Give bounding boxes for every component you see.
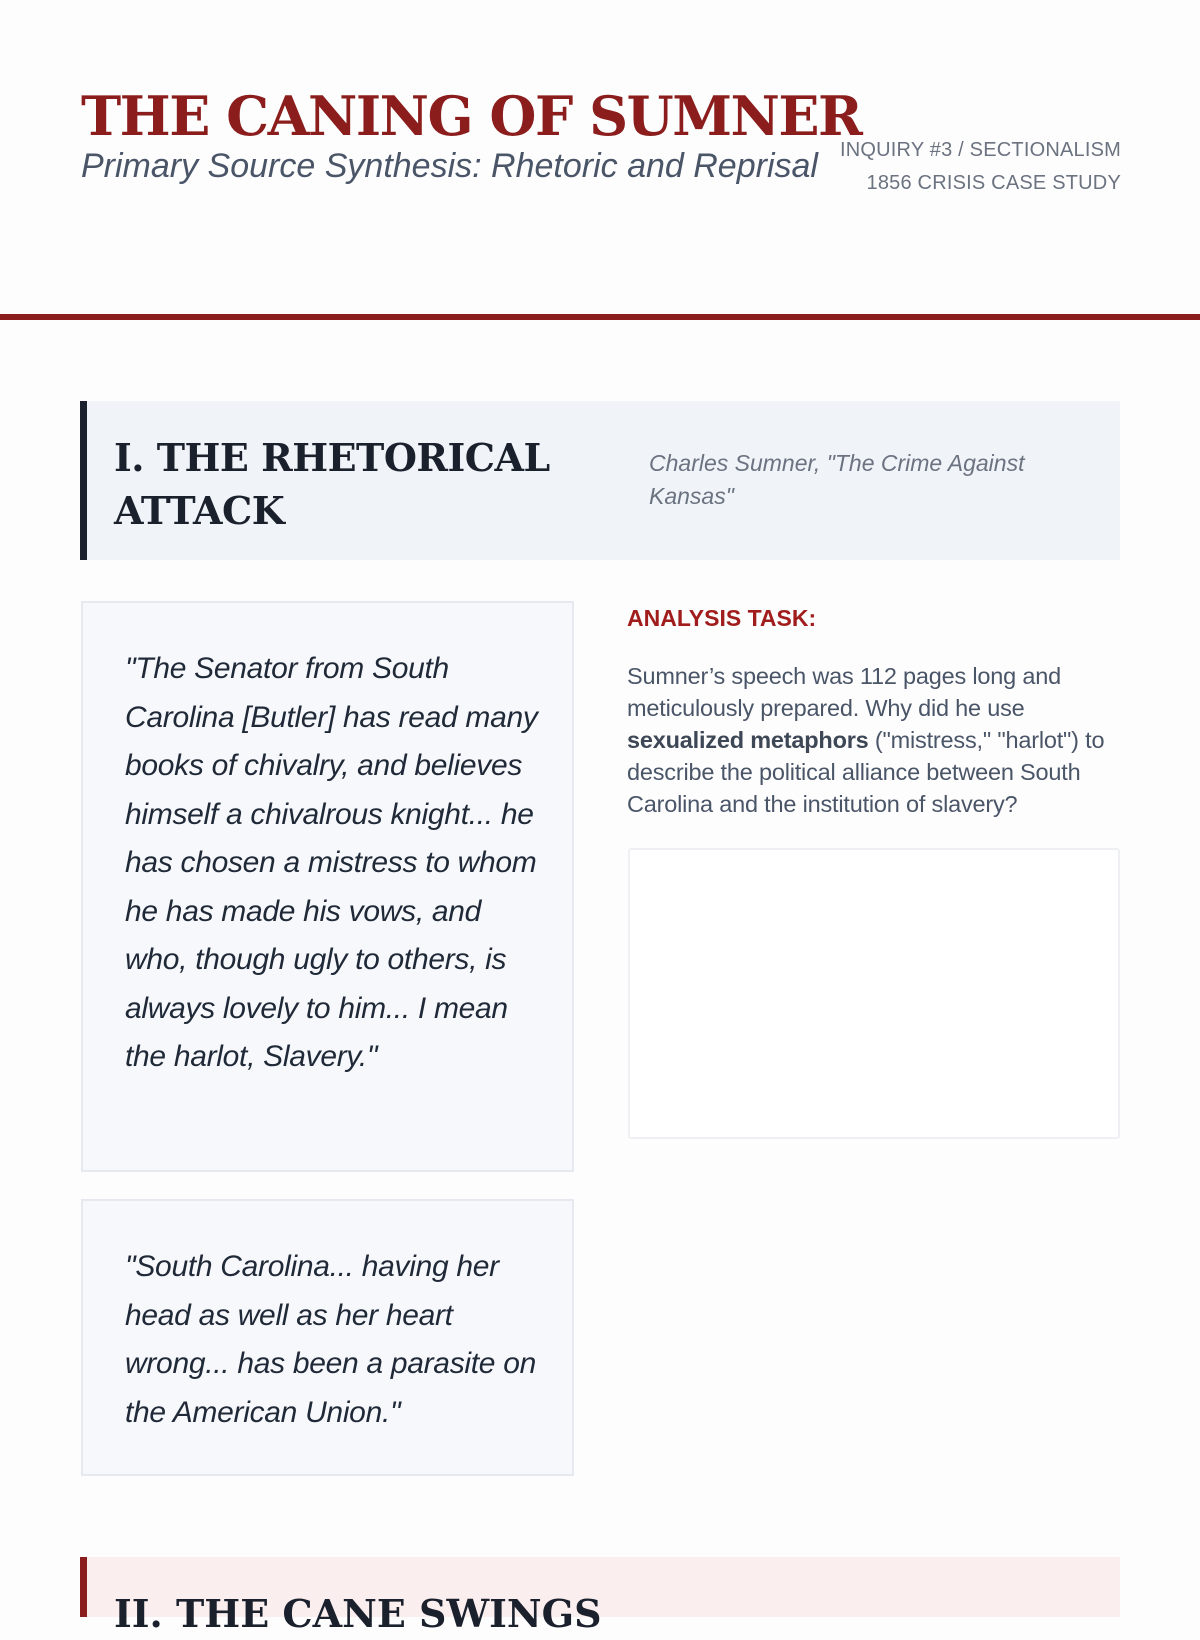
- section-header-cane-swings: [80, 1557, 1120, 1636]
- quote-text: "The Senator from South Carolina [Butler] has read many books of chivalry, and believes himself a chivalrous knight... he has chosen a mistress to whom he has made his vows, and who, though ugly to others, is always lovely to him... I mean the harlot, Slavery.": [125, 652, 538, 1073]
- quote-text: "South Carolina... having her head as well as her heart wrong... has been a parasite on the American Union.": [125, 1250, 536, 1429]
- answer-input-box[interactable]: [628, 848, 1120, 1139]
- section-header-rhetorical-attack: [80, 401, 1120, 560]
- section-title: I. THE RHETORICAL ATTACK: [114, 435, 550, 533]
- analysis-task-label: ANALYSIS TASK:: [627, 605, 817, 631]
- task-text-after: ("mistress," "harlot") to describe the political alliance between South Carolina and the institution of slavery?: [627, 727, 1105, 817]
- inquiry-label: INQUIRY #3 / SECTIONALISM: [839, 139, 1121, 161]
- case-study-label: 1856 CRISIS CASE STUDY: [866, 172, 1121, 194]
- quote-card: [81, 601, 574, 1172]
- document-meta: [840, 134, 1121, 200]
- task-text-before: Sumner’s speech was 112 pages long and meticulously prepared. Why did he use: [627, 663, 1061, 721]
- document-title: THE CANING OF SUMNER: [81, 84, 862, 148]
- task-text-emphasis: sexualized metaphors: [627, 727, 869, 753]
- header-divider: [0, 314, 1200, 320]
- section-title: II. THE CANE SWINGS: [114, 1591, 602, 1636]
- section-source-citation: Charles Sumner, "The Crime Against Kansas": [649, 450, 1025, 509]
- analysis-task-prompt: [627, 660, 1127, 820]
- quote-card: [81, 1199, 574, 1476]
- document-subtitle: Primary Source Synthesis: Rhetoric and Reprisal: [81, 147, 818, 185]
- page-header: [81, 84, 1121, 194]
